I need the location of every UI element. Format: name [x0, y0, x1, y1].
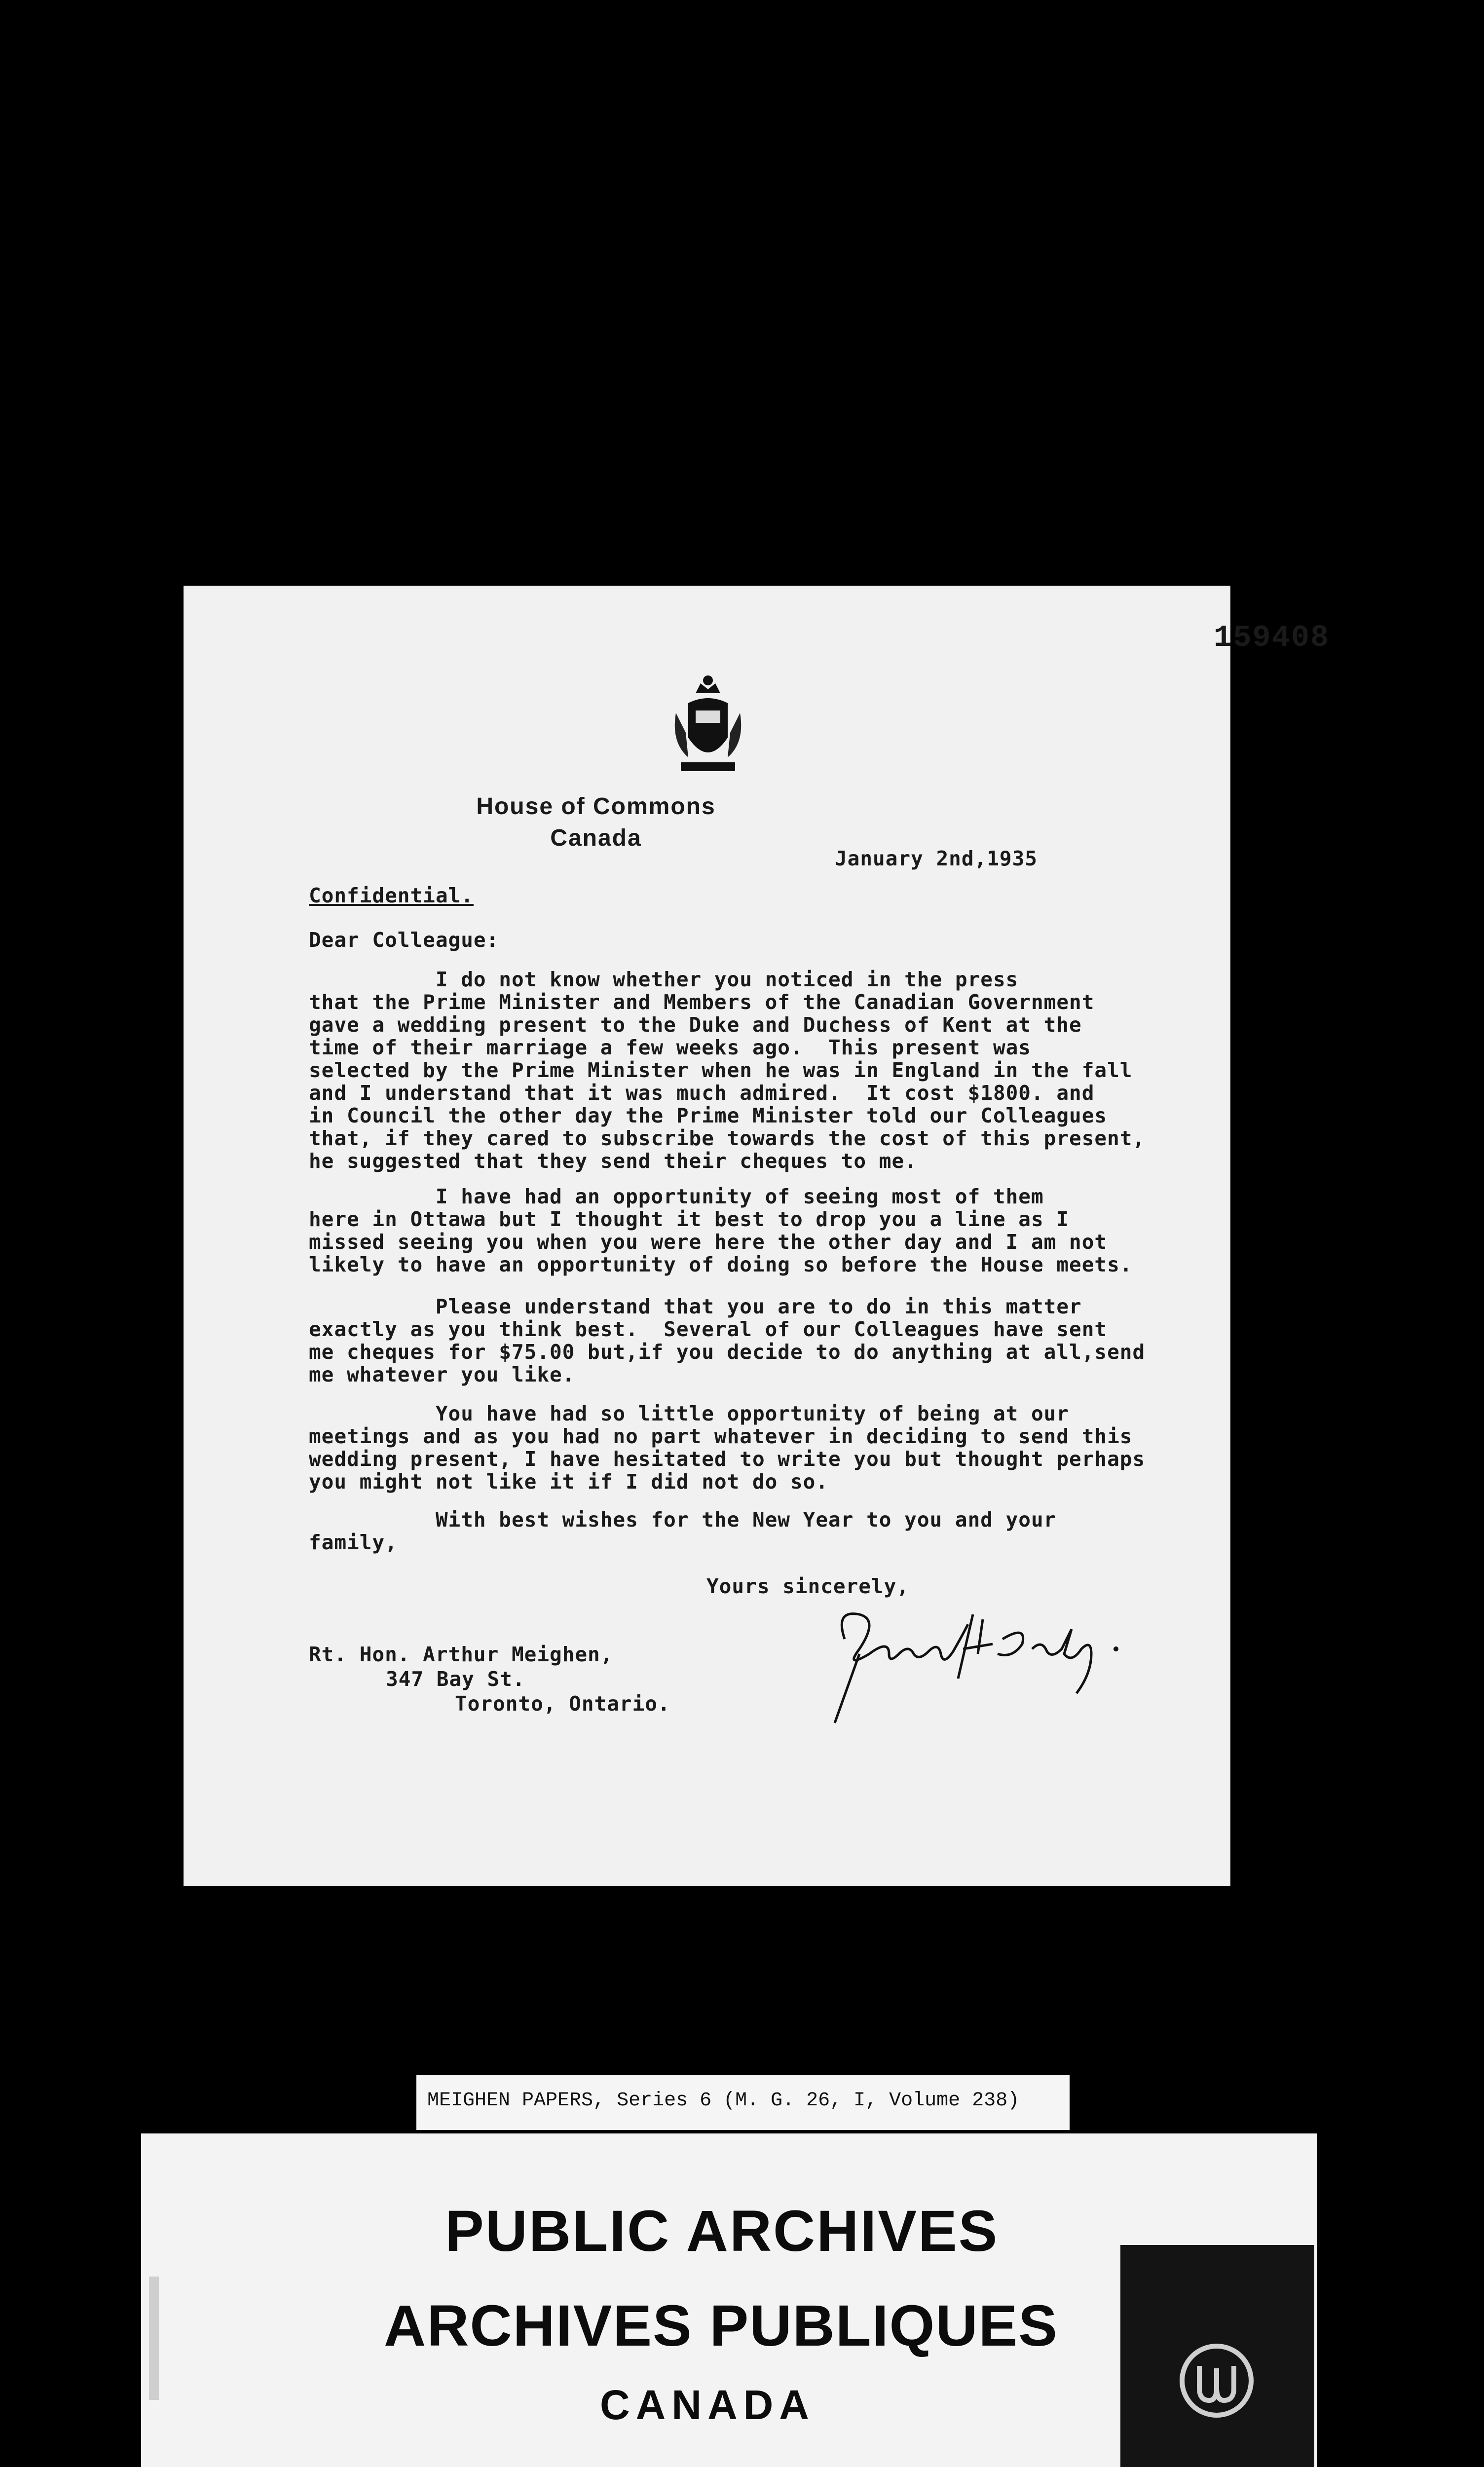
body-paragraph: I have had an opportunity of seeing most of them here in Ottawa but I thought it best to drop you a line as I missed seeing you when you were here the other day and I am not likely to have an opportunity of doing so before the House meets. — [309, 1185, 1133, 1276]
institution-country: Canada — [550, 825, 642, 851]
recipient-street: 347 Bay St. — [386, 1667, 525, 1691]
archives-logo-panel — [1120, 2245, 1314, 2467]
archives-line-country: CANADA — [600, 2382, 815, 2428]
institution-name: House of Commons — [476, 793, 716, 820]
archives-stamp — [141, 2133, 1317, 2467]
body-paragraph: With best wishes for the New Year to you and your family, — [309, 1508, 1057, 1554]
divider — [149, 2277, 159, 2400]
recipient-city: Toronto, Ontario. — [455, 1692, 670, 1716]
closing: Yours sincerely, — [706, 1574, 909, 1598]
body-paragraph: Please understand that you are to do in this matter exactly as you think best. Several of our Colleagues have sent me cheques for $75.00 but,if you decide to do anything at all,send me whatever you like. — [309, 1295, 1146, 1386]
recipient-name: Rt. Hon. Arthur Meighen, — [309, 1643, 613, 1666]
coat-of-arms-icon — [666, 673, 750, 777]
archives-line-english: PUBLIC ARCHIVES — [445, 2199, 999, 2264]
body-paragraph: You have had so little opportunity of being at our meetings and as you had no part whatever in deciding to send this wedding present, I have hesitated to write you but thought perhaps you might not like it if I did not do so. — [309, 1402, 1146, 1494]
body-paragraph: I do not know whether you noticed in the press that the Prime Minister and Members of the Canadian Government gave a wedding present to the Duke and Duchess of Kent at the time of their marriage a few weeks ago. This present was selected by the Prime Minister when he was in England in the fall and I understand that it was much admired. It cost $1800. and in Council the other day the Prime Minister told our Colleagues that, if they cared to subscribe towards the cost of this present, he suggested that they send their cheques to me. — [309, 968, 1146, 1173]
handwritten-signature — [815, 1580, 1170, 1728]
confidential-heading: Confidential. — [309, 884, 474, 907]
archive-reference-label — [416, 2075, 1070, 2130]
reference-text: MEIGHEN PAPERS, Series 6 (M. G. 26, I, Volume 238) — [427, 2090, 1020, 2112]
salutation: Dear Colleague: — [309, 928, 499, 952]
document-number: 159408 — [1214, 620, 1330, 655]
letter-page — [184, 586, 1330, 1886]
archives-logo-icon — [1175, 2339, 1259, 2423]
archives-line-french: ARCHIVES PUBLIQUES — [384, 2293, 1058, 2358]
letter-date: January 2nd,1935 — [835, 847, 1038, 870]
